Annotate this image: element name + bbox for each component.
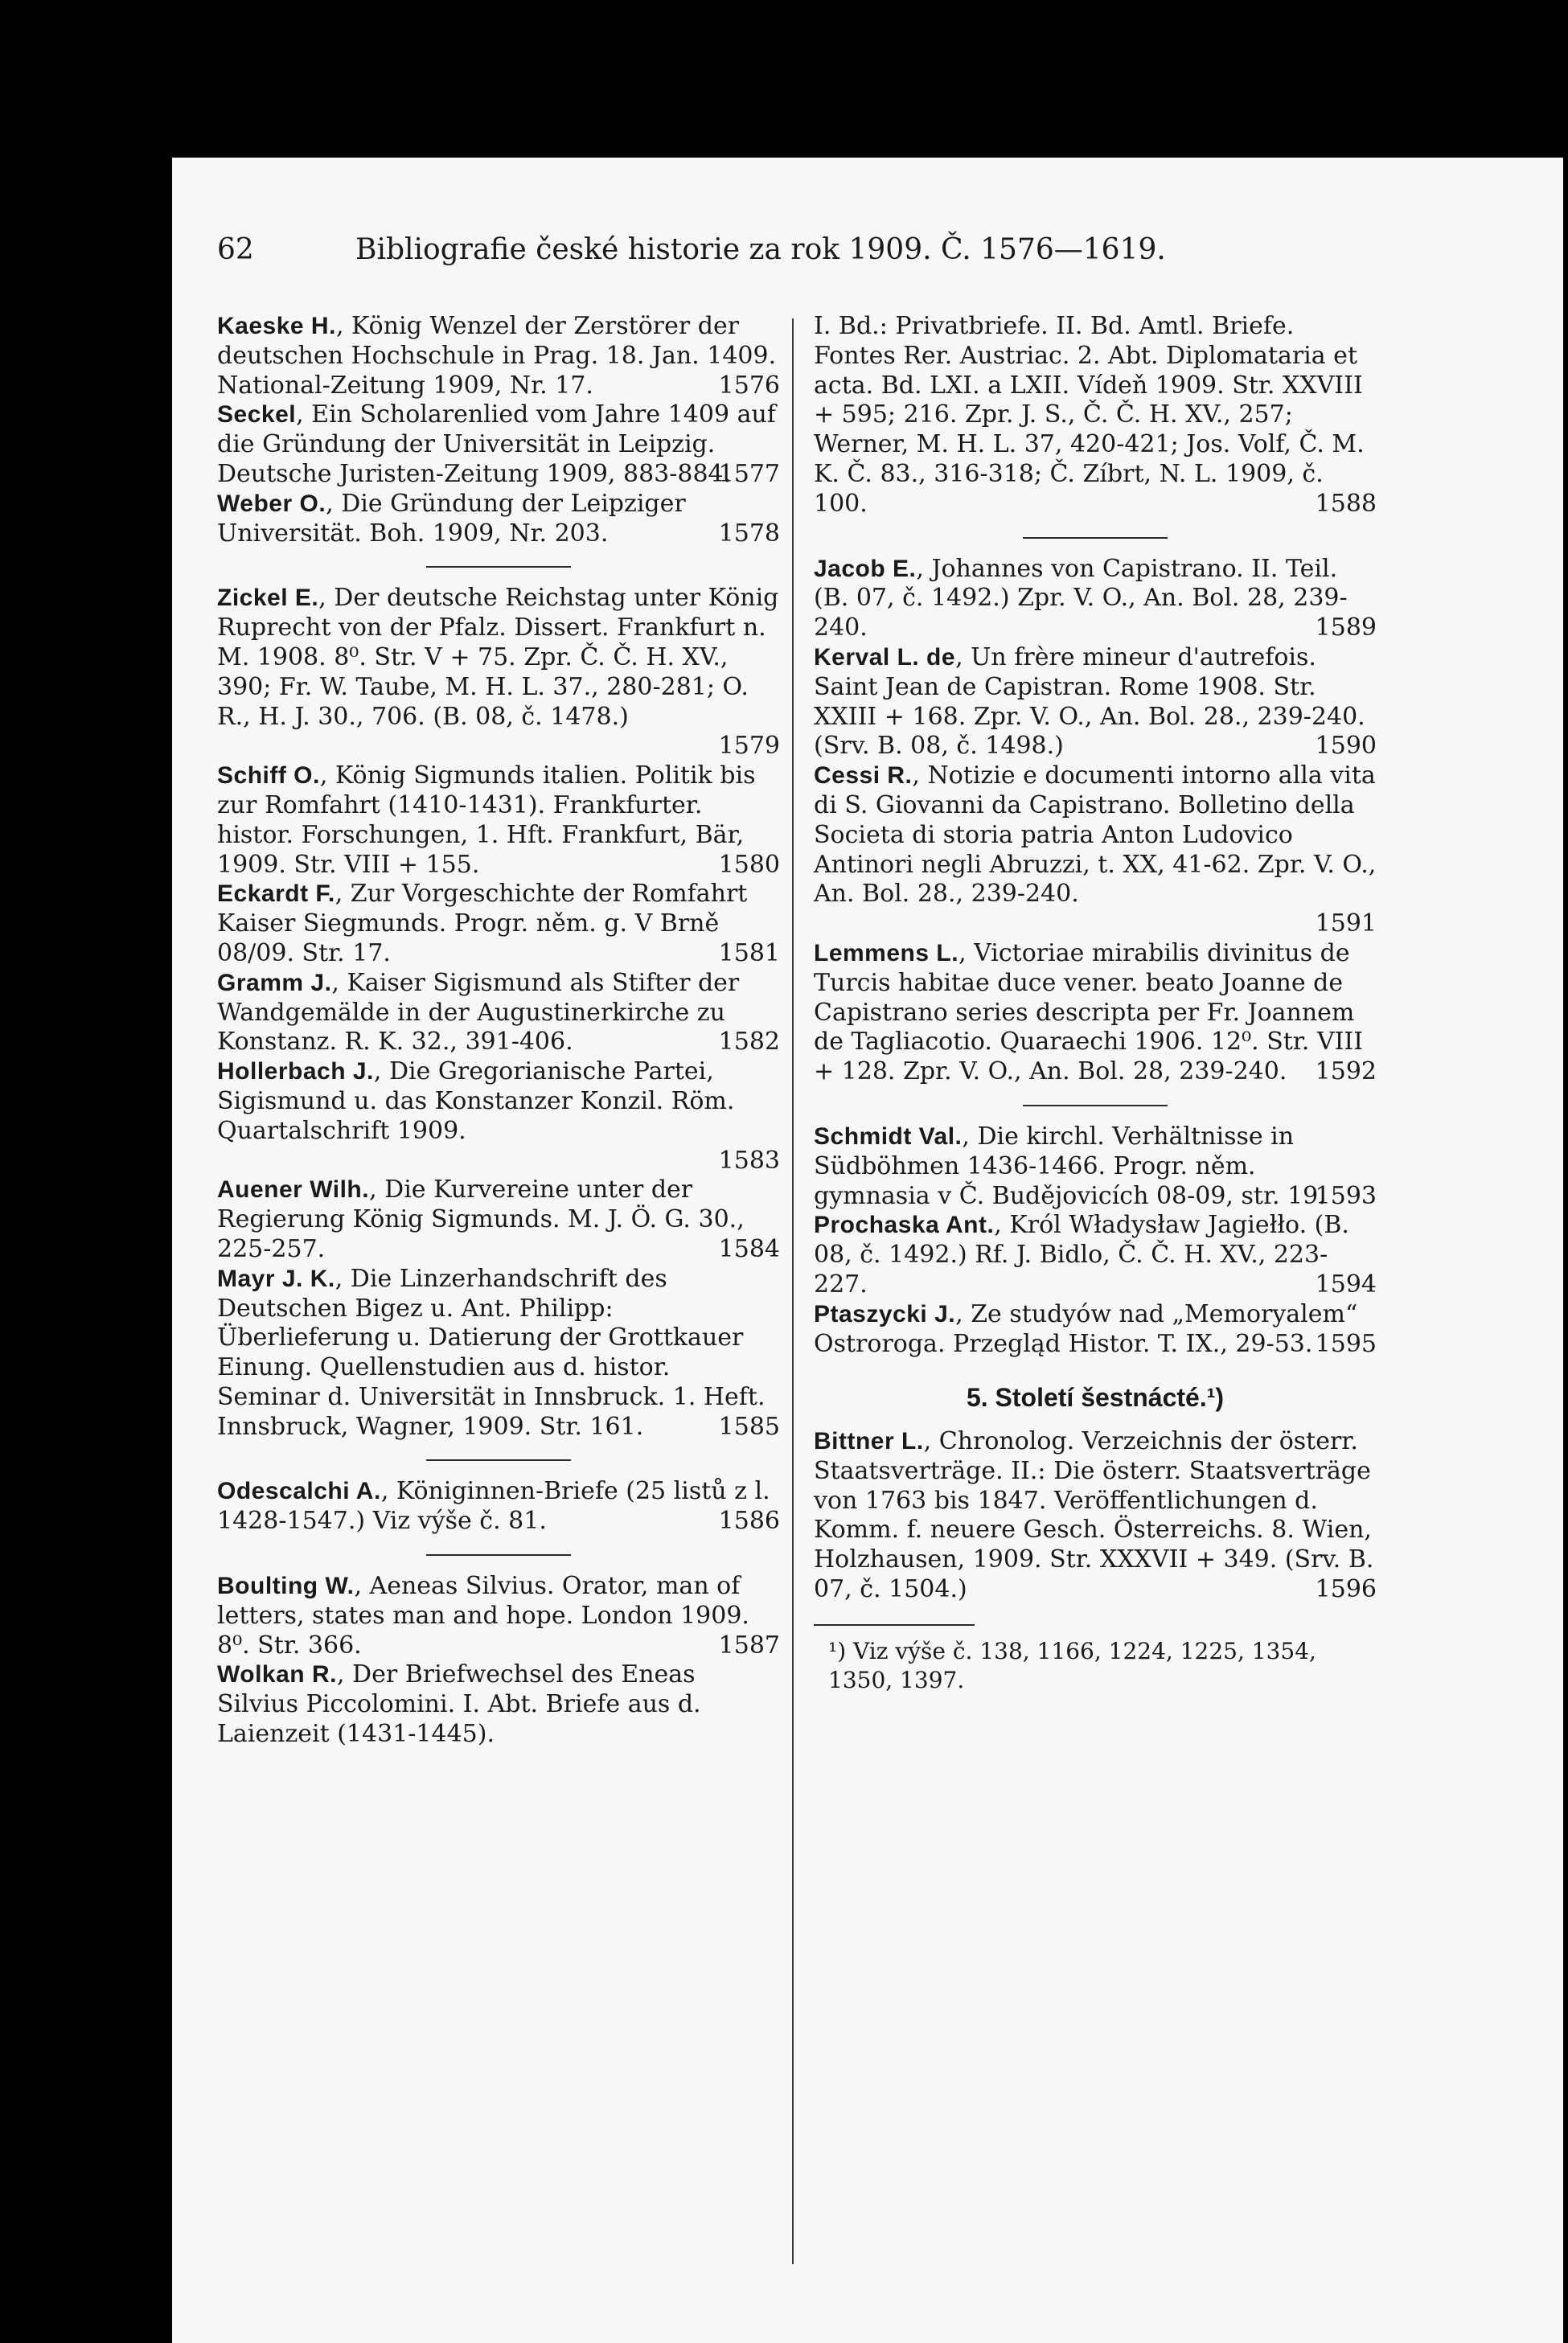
page-header (217, 233, 1504, 281)
entry-number: 1582 (718, 1028, 780, 1057)
bib-entry: Kaeske H., König Wenzel der Zerstörer der deutschen Hochschule in Prag. 18. Jan. 1409. National-Zeitung 1909, Nr. 17. 1576 (217, 312, 780, 400)
bib-entry: Jacob E., Johannes von Capistrano. II. Teil. (B. 07, č. 1492.) Zpr. V. O., An. Bol. 28, 239-240. 1589 (814, 554, 1377, 642)
footnote-rule (814, 1624, 975, 1626)
entry-number: 1586 (718, 1507, 780, 1536)
entry-number: 1593 (1315, 1181, 1377, 1210)
bib-entry: Gramm J., Kaiser Sigismund als Stifter der Wandgemälde in der Augustinerkirche zu Konstanz. R. K. 32., 391-406. 1582 (217, 968, 780, 1057)
running-title: Bibliografie české historie za rok 1909. Č. 1576—1619. (355, 233, 1166, 266)
entry-number: 1576 (718, 371, 780, 400)
entry-number: 1594 (1315, 1270, 1377, 1299)
bib-entry: Bittner L., Chronolog. Verzeichnis der österr. Staatsverträge. II.: Die österr. Staatsverträge von 1763 bis 1847. Veröffentlichungen d. Komm. f. neuere Gesch. Österreichs. 8. Wien, Holzhausen, 1909. Str. XXXVII + 349. (Srv. B. 07, č. 1504.) 1596 (814, 1427, 1377, 1604)
entry-number: 1596 (1315, 1575, 1377, 1604)
bib-entry: Lemmens L., Victoriae mirabilis divinitus de Turcis habitae duce vener. beato Joanne de Capistrano series descripta per Fr. Joannem de Tagliacotio. Quaraechi 1906. 12⁰. Str. VIII + 128. Zpr. V. O., An. Bol. 28, 239-240. 1592 (814, 938, 1377, 1086)
entry-number: 1587 (718, 1631, 780, 1660)
bib-entry: Prochaska Ant., Król Władysław Jagiełło. (B. 08, č. 1492.) Rf. J. Bidlo, Č. Č. H. XV., 223-227. 1594 (814, 1211, 1377, 1299)
entry-number: 1578 (718, 519, 780, 548)
page-number: 62 (217, 233, 254, 266)
bib-entry: Weber O., Die Gründung der Leipziger Universität. Boh. 1909, Nr. 203. 1578 (217, 489, 780, 548)
separator-rule (426, 1554, 571, 1556)
entry-number: 1595 (1315, 1329, 1377, 1358)
footnote: ¹) Viz výše č. 138, 1166, 1224, 1225, 1354, 1350, 1397. (828, 1637, 1316, 1693)
left-column (217, 312, 780, 1750)
separator-rule (426, 1459, 571, 1461)
bib-entry: Zickel E., Der deutsche Reichstag unter König Ruprecht von der Pfalz. Dissert. Frankfurt n. M. 1908. 8⁰. Str. V + 75. Zpr. Č. Č. H. XV., 390; Fr. W. Taube, M. H. L. 37., 280-281; O. R., H. J. 30., 706. (B. 08, č. 1478.) 1579 (217, 584, 780, 761)
entry-number: 1577 (718, 459, 780, 488)
bib-entry: Schmidt Val., Die kirchl. Verhältnisse in Südböhmen 1436-1466. Progr. něm. gymnasia v Č. Budějovicích 08-09, str. 19. 1593 (814, 1122, 1377, 1210)
bib-entry: Schiff O., König Sigmunds italien. Politik bis zur Romfahrt (1410-1431). Frankfurter. histor. Forschungen, 1. Hft. Frankfurt, Bär, 1909. Str. VIII + 155. 1580 (217, 761, 780, 879)
document-page (172, 158, 1563, 2343)
bib-entry: Mayr J. K., Die Linzerhandschrift des Deutschen Bigez u. Ant. Philipp: Überlieferung u. Datierung der Grottkauer Einung. Quellenstudien aus d. histor. Seminar d. Universität in Innsbruck. 1. Heft. Innsbruck, Wagner, 1909. Str. 161. 1585 (217, 1264, 780, 1441)
entry-number: 1581 (718, 938, 780, 967)
separator-rule (426, 566, 571, 568)
entry-number: 1591 (1315, 909, 1377, 938)
bib-entry: Odescalchi A., Königinnen-Briefe (25 listů z l. 1428-1547.) Viz výše č. 81. 1586 (217, 1477, 780, 1536)
separator-rule (1023, 1105, 1168, 1106)
entry-number: 1584 (718, 1234, 780, 1263)
bib-entry: Kerval L. de, Un frère mineur d'autrefois. Saint Jean de Capistran. Rome 1908. Str. XXIII + 168. Zpr. V. O., An. Bol. 28., 239-240. (Srv. B. 08, č. 1498.) 1590 (814, 642, 1377, 761)
entry-number: 1583 (718, 1146, 780, 1175)
bib-entry: Boulting W., Aeneas Silvius. Orator, man of letters, states man and hope. London 1909. 8⁰. Str. 366. 1587 (217, 1572, 780, 1660)
entry-number: 1580 (718, 850, 780, 879)
right-column (814, 312, 1377, 1695)
bib-entry: Hollerbach J., Die Gregorianische Partei, Sigismund u. das Konstanzer Konzil. Röm. Quartalschrift 1909. 1583 (217, 1057, 780, 1175)
bib-entry: I. Bd.: Privatbriefe. II. Bd. Amtl. Briefe. Fontes Rer. Austriac. 2. Abt. Diplomataria et acta. Bd. LXI. a LXII. Vídeň 1909. Str. XXVIII + 595; 216. Zpr. J. S., Č. Č. H. XV., 257; Werner, M. H. L. 37, 420-421; Jos. Volf, Č. M. K. Č. 83., 316-318; Č. Zíbrt, N. L. 1909, č. 100. 1588 (814, 312, 1377, 518)
entry-number: 1585 (718, 1412, 780, 1441)
section-heading: 5. Století šestnácté.¹) (966, 1383, 1225, 1413)
entry-number: 1588 (1315, 489, 1377, 518)
bib-entry: Eckardt F., Zur Vorgeschichte der Romfahrt Kaiser Siegmunds. Progr. něm. g. V Brně 08/09. Str. 17. 1581 (217, 880, 780, 967)
bib-entry: Ptaszycki J., Ze studyów nad „Memoryalem“ Ostroroga. Przegląd Histor. T. IX., 29-53. 1595 (814, 1299, 1377, 1358)
bib-entry: Auener Wilh., Die Kurvereine unter der Regierung König Sigmunds. M. J. Ö. G. 30., 225-257. 1584 (217, 1176, 780, 1263)
entry-number: 1589 (1315, 613, 1377, 642)
column-divider (792, 318, 794, 2264)
entry-number: 1579 (718, 732, 780, 761)
bib-entry: Wolkan R., Der Briefwechsel des Eneas Silvius Piccolomini. I. Abt. Briefe aus d. Laienzeit (1431-1445). (217, 1660, 701, 1749)
entry-number: 1590 (1315, 732, 1377, 761)
bib-entry: Cessi R., Notizie e documenti intorno alla vita di S. Giovanni da Capistrano. Bolletino della Societa di storia patria Anton Ludovico Antinori negli Abruzzi, t. XX, 41-62. Zpr. V. O., An. Bol. 28., 239-240. 1591 (814, 761, 1377, 938)
separator-rule (1023, 537, 1168, 539)
bib-entry: Seckel, Ein Scholarenlied vom Jahre 1409 auf die Gründung der Universität in Leipzig. Deutsche Juristen-Zeitung 1909, 883-884. 1577 (217, 400, 780, 488)
entry-number: 1592 (1315, 1057, 1377, 1086)
